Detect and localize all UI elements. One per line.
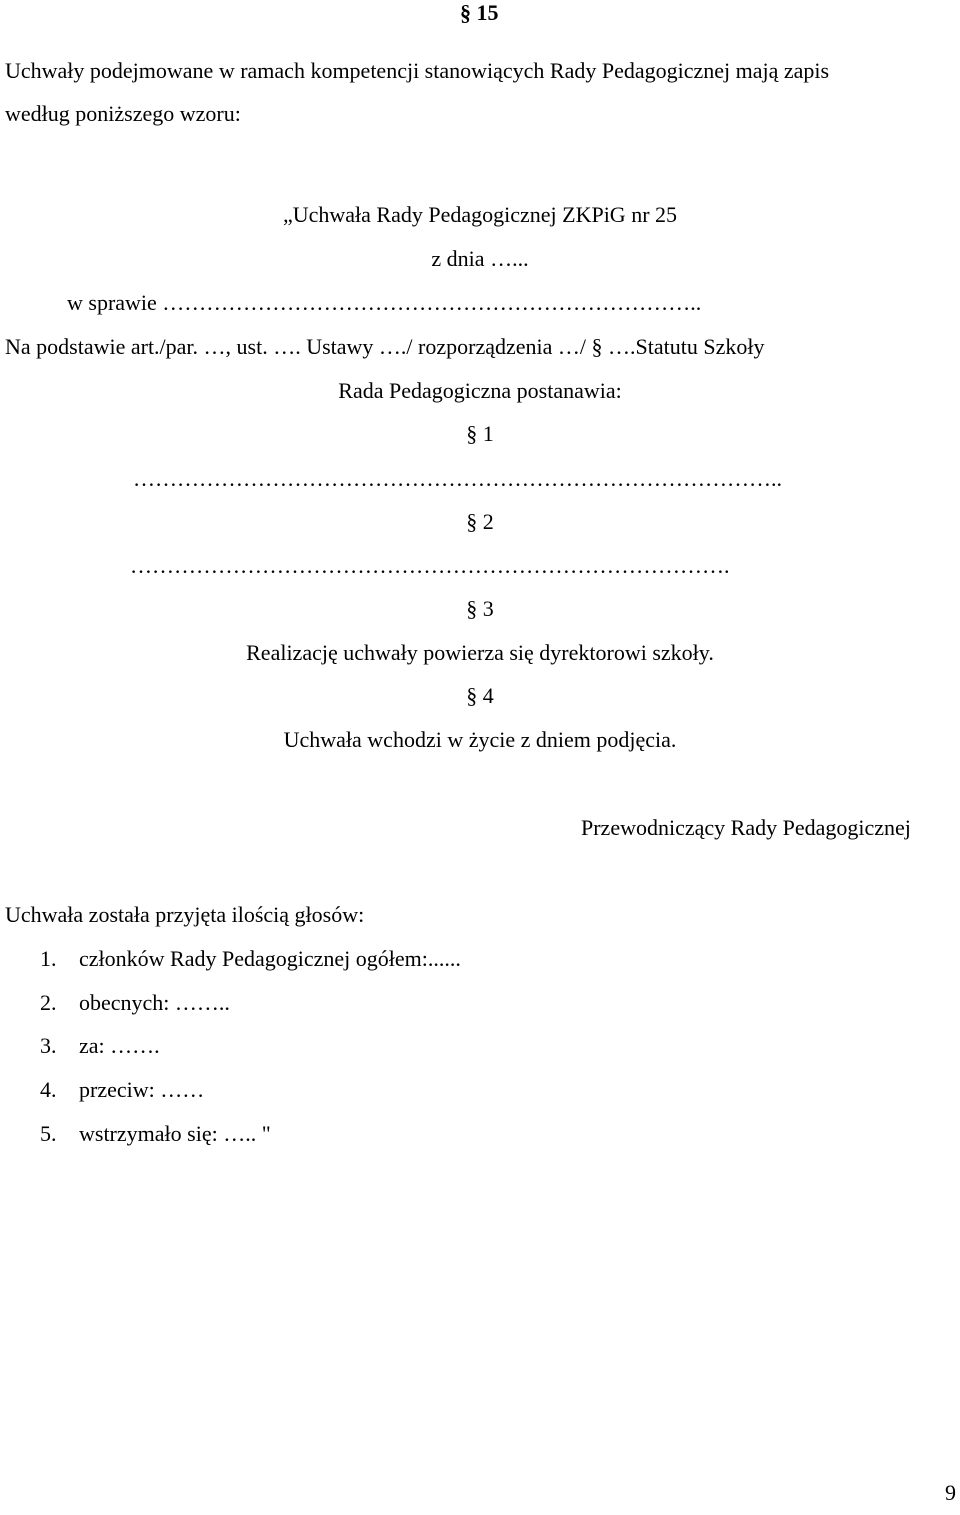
list-item-text: obecnych: …….. (79, 990, 230, 1015)
paragraph-1-text: …………………………………………………………………………….. (133, 466, 782, 491)
signature-label: Przewodniczący Rady Pedagogicznej (581, 815, 911, 840)
resolution-date: z dnia …... (431, 246, 529, 271)
intro-text-line-2: według poniższego wzoru: (5, 101, 241, 126)
votes-intro: Uchwała została przyjęta ilością głosów: (5, 902, 365, 927)
resolution-resolves: Rada Pedagogiczna postanawia: (338, 378, 622, 403)
resolution-subject: w sprawie ……………………………………………………………….. (67, 290, 702, 315)
list-item (0, 946, 960, 972)
list-item (0, 1121, 960, 1147)
page-number: 9 (945, 1480, 956, 1505)
paragraph-2-text: ………………………………………………………………………. (130, 553, 730, 578)
list-item-text: przeciw: …… (79, 1077, 205, 1102)
resolution-title: „Uchwała Rady Pedagogicznej ZKPiG nr 25 (282, 202, 678, 227)
list-item-number: 3. (40, 1033, 57, 1058)
resolution-legal-basis: Na podstawie art./par. …, ust. …. Ustawy …./ rozporządzenia …/ § ….Statutu Szkoły (5, 334, 765, 359)
list-item-text: za: ……. (79, 1033, 160, 1058)
intro-text-line-1: Uchwały podejmowane w ramach kompetencji stanowiących Rady Pedagogicznej mają zapis (5, 58, 830, 83)
list-item-number: 2. (40, 990, 57, 1015)
list-item-text: członków Rady Pedagogicznej ogółem:...... (79, 946, 461, 971)
list-item-number: 5. (40, 1121, 57, 1146)
paragraph-3-heading: § 3 (466, 596, 494, 621)
list-item (0, 1077, 960, 1103)
paragraph-4-heading: § 4 (466, 683, 494, 708)
list-item-number: 4. (40, 1077, 57, 1102)
page-header-section: § 15 (460, 0, 499, 25)
list-item-text: wstrzymało się: ….. " (79, 1121, 271, 1146)
paragraph-1-heading: § 1 (466, 421, 494, 446)
list-item (0, 1033, 960, 1059)
list-item-number: 1. (40, 946, 57, 971)
paragraph-3-text: Realizację uchwały powierza się dyrektorowi szkoły. (246, 640, 714, 665)
paragraph-2-heading: § 2 (466, 509, 494, 534)
list-item (0, 990, 960, 1016)
paragraph-4-text: Uchwała wchodzi w życie z dniem podjęcia. (283, 727, 677, 752)
